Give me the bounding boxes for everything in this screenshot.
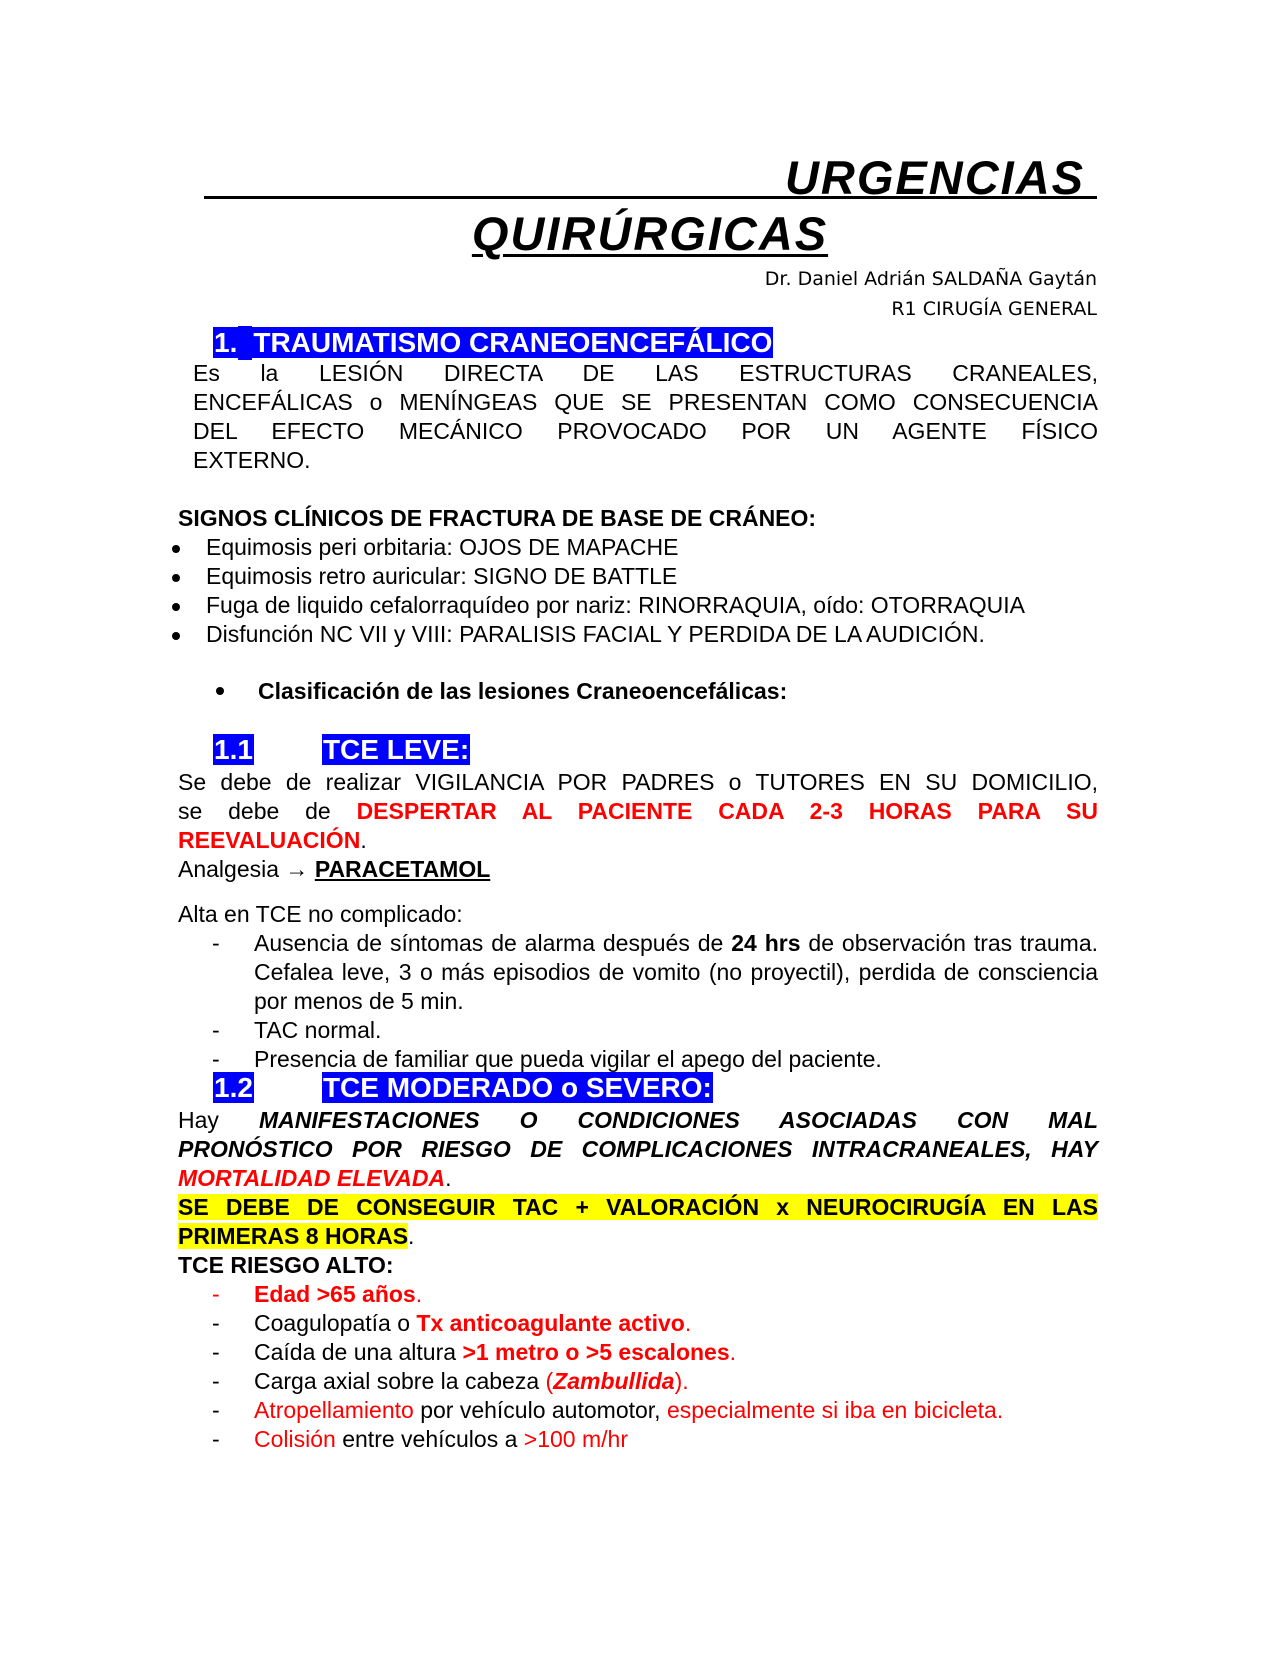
risk-heading: TCE RIESGO ALTO:: [178, 1252, 394, 1278]
tce-leve-line-2: se debe de DESPERTAR AL PACIENTE CADA 2-3 HORAS PARA SU: [178, 798, 1098, 824]
author-name: Dr. Daniel Adrián SALDAÑA Gaytán: [764, 268, 1097, 290]
title-line-1-wrap: [200, 150, 1085, 205]
list-item: - TAC normal.: [212, 1017, 382, 1043]
risk-list: [212, 1280, 1098, 1454]
yellow-line-2: PRIMERAS 8 HORAS.: [178, 1223, 415, 1249]
section-1-2-number: 1.2: [214, 1072, 253, 1103]
bullet-icon: [172, 574, 180, 582]
definition-paragraph: [193, 359, 1098, 475]
signs-list: [160, 533, 1025, 649]
title-line-1: URGENCIAS: [784, 151, 1085, 204]
section-1-1-number: 1.1: [214, 734, 253, 765]
bullet-icon: [172, 632, 180, 640]
tce-moderado-line-3: MORTALIDAD ELEVADA.: [178, 1165, 452, 1191]
analgesia-value: PARACETAMOL: [314, 856, 491, 882]
title-line-2-wrap: [200, 206, 1100, 261]
section-1-title: TRAUMATISMO CRANEOENCEFÁLICO: [253, 327, 773, 358]
section-1-number: 1.: [214, 327, 238, 358]
section-1-1-title: TCE LEVE:: [322, 734, 470, 765]
list-item: Disfunción NC VII y VIII: PARALISIS FACIAL Y PERDIDA DE LA AUDICIÓN.: [160, 620, 1025, 649]
title-line-2: QUIRÚRGICAS: [471, 207, 829, 260]
bullet-icon: [172, 603, 180, 611]
tce-leve-line-3: REEVALUACIÓN.: [178, 827, 367, 853]
definition-line-3: DEL EFECTO MECÁNICO PROVOCADO POR UN AGENTE FÍSICO: [193, 418, 1098, 444]
definition-line-1: Es la LESIÓN DIRECTA DE LAS ESTRUCTURAS CRANEALES,: [193, 360, 1098, 386]
list-item: - Carga axial sobre la cabeza (Zambullida).: [212, 1368, 689, 1394]
list-item: Equimosis peri orbitaria: OJOS DE MAPACHE: [160, 533, 1025, 562]
section-1-heading: [213, 326, 773, 360]
discharge-label: Alta en TCE no complicado:: [178, 901, 463, 927]
signs-heading: SIGNOS CLÍNICOS DE FRACTURA DE BASE DE CRÁNEO:: [178, 505, 817, 531]
list-item: Equimosis retro auricular: SIGNO DE BATTLE: [160, 562, 1025, 591]
section-1-2-heading: [213, 1071, 713, 1105]
tce-moderado-paragraph: [178, 1106, 1098, 1280]
classification-label: Clasificación de las lesiones Craneoencefálicas:: [258, 678, 788, 704]
section-1-2-title: TCE MODERADO o SEVERO:: [322, 1072, 712, 1103]
bullet-icon: [216, 687, 224, 695]
section-1-1-heading: [213, 733, 470, 767]
discharge-list: [212, 929, 1098, 1074]
list-item: - Atropellamiento por vehículo automotor, especialmente si iba en bicicleta.: [212, 1397, 1004, 1423]
list-item: - Colisión entre vehículos a >100 m/hr: [212, 1426, 628, 1452]
list-item: - Caída de una altura >1 metro o >5 escalones.: [212, 1339, 737, 1365]
classification-item: [212, 677, 787, 706]
definition-line-4: EXTERNO.: [193, 447, 311, 473]
analgesia-line: Analgesia → PARACETAMOL: [178, 856, 491, 882]
tce-moderado-line-1: Hay MANIFESTACIONES O CONDICIONES ASOCIADAS CON MAL: [178, 1107, 1098, 1133]
tce-leve-line-1: Se debe de realizar VIGILANCIA POR PADRES o TUTORES EN SU DOMICILIO,: [178, 769, 1098, 795]
bullet-icon: [172, 545, 180, 553]
author-role: R1 CIRUGÍA GENERAL: [891, 298, 1097, 320]
list-item: - Edad >65 años.: [212, 1281, 423, 1307]
list-item: Fuga de liquido cefalorraquídeo por nariz: RINORRAQUIA, oído: OTORRAQUIA: [160, 591, 1025, 620]
tce-leve-paragraph: [178, 768, 1098, 884]
definition-line-2: ENCEFÁLICAS o MENÍNGEAS QUE SE PRESENTAN COMO CONSECUENCIA: [193, 389, 1098, 415]
tce-moderado-line-2: PRONÓSTICO POR RIESGO DE COMPLICACIONES INTRACRANEALES, HAY: [178, 1136, 1098, 1162]
list-item: - Presencia de familiar que pueda vigilar el apego del paciente.: [212, 1046, 882, 1072]
list-item: - Coagulopatía o Tx anticoagulante activo.: [212, 1310, 692, 1336]
yellow-line-1: SE DEBE DE CONSEGUIR TAC + VALORACIÓN x NEUROCIRUGÍA EN LAS: [178, 1194, 1098, 1220]
list-item: - Ausencia de síntomas de alarma después de 24 hrs de observación tras trauma. Cefalea leve, 3 o más episodios de vomito (no proyectil), perdida de consciencia por menos de 5 min.: [212, 930, 1099, 1014]
